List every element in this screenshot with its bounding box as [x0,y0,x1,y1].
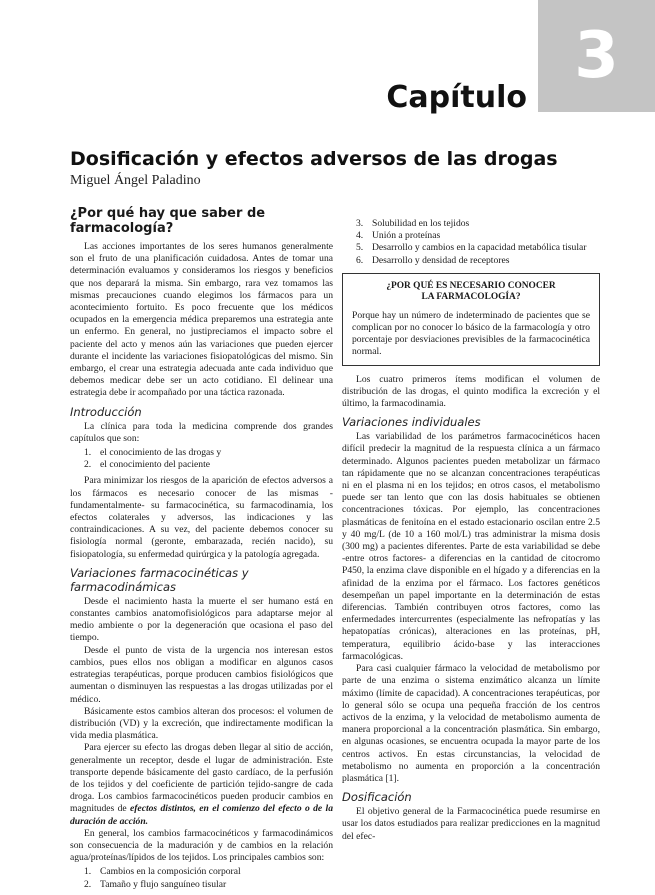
section-heading-variations: Variaciones farmacocinéticas y farmacodinámicas [70,565,249,594]
intro-list [70,447,333,471]
list-item: 6. Desarrollo y densidad de receptores [356,254,510,266]
list-item: 2. Tamaño y flujo sanguíneo tisular [84,878,227,890]
paragraph: Las variabilidad de los parámetros farmacocinéticos hacen difícil predecir la magnitud de la respuesta clínica a un fármaco determinado. Algunos pacientes pueden metabolizar un fármaco tan rápidamente que no se alcanzan concentraciones terapéuticas ni en el plasma ni en los tejidos; en otros casos, el metabolismo puede ser tan lento que con las dosis habituales se obtienen concentraciones tóxicas. Por ejemplo, las concentraciones plasmáticas de fenitoína en el estado estacionario oscilan entre 2.5 y 40 mg/L (de 10 a 160 mol/L) tras administrar la misma dosis (300 mg) a pacientes diferentes. Parte de esta variabilidad se debe -entre otros factores- a diferencias en la cantidad de citocromo P450, la enzima clave disponible en el hígado y a diferencias en la afinidad de la enzima por el fármaco. Los factores genéticos desempeñan un papel importante en la determinación de estas diferencias. También contribuyen otros factores, como las enfermedades intercurrentes (especialmente las nefropatías y las hepatopatías crónicas), alteraciones en las proteínas, pH, temperatura, equilibrio ácido-base y las interacciones farmacológicas. [342,431,600,662]
paragraph: Básicamente estos cambios alteran dos procesos: el volumen de distribución (VD) y la excreción, que indirectamente modifican la vida media plasmática. [70,705,333,742]
section-heading-dosing: Dosificación [342,790,412,805]
author: Miguel Ángel Paladino [70,173,201,188]
changes-list [70,866,333,890]
section-heading-individual: Variaciones individuales [342,415,481,430]
changes-list-continued [342,218,600,267]
paragraph: Para casi cualquier fármaco la velocidad de metabolismo por parte de una enzima o sistema enzimático alcanza un límite máximo (límite de capacidad). A concentraciones terapéuticas, por lo general sólo se ocupa una pequeña fracción de los centros activos de la enzima, y la velocidad de metabolismo aumenta de manera proporcional a la concentración plasmática. Sin embargo, en algunas ocasiones, se encuentra ocupada la mayor parte de los centros activos. En estas circunstancias, la velocidad de metabolismo no aumenta en proporción a la concentración plasmática [1]. [342,663,600,784]
paragraph: Desde el punto de vista de la urgencia nos interesan estos cambios, pues ellos nos obligan a modificar en algunos casos estrategias terapéuticas, porque producen cambios fisiológicos que aumentan o disminuyen las respuestas a las drogas utilizadas por el médico. [70,644,333,705]
list-item: 5. Desarrollo y cambios en la capacidad metabólica tisular [356,242,587,254]
paragraph: Para ejercer su efecto las drogas deben llegar al sitio de acción, generalmente un receptor, desde el lugar de administración. Este transporte depende básicamente del gasto cardíaco, de la perfusión de los tejidos y del coeficiente de partición tejido-sangre de cada droga. Los cambios farmacocinéticos pueden producir cambios en magnitudes de efectos distintos, en el comienzo del efecto o de la duración de acción. [70,742,333,827]
right-column [342,206,600,843]
callout-box [342,273,600,366]
list-item: 4. Unión a proteínas [356,230,441,242]
section-heading-why: ¿Por qué hay que saber de farmacología? [70,206,266,236]
list-item: 3. Solubilidad en los tejidos [356,218,470,229]
paragraph: Los cuatro primeros ítems modifican el volumen de distribución de las drogas, el quinto modifica la excreción y el último, la farmacodinamia. [342,373,600,410]
paragraph: Desde el nacimiento hasta la muerte el ser humano está en constantes cambios anatomofisiológicos para adaptarse mejor al medio ambiente o por la degeneración que ocasiona el paso del tiempo. [70,595,333,644]
section-heading-intro: Introducción [70,404,142,419]
paragraph: La clínica para toda la medicina comprende dos grandes capítulos que son: [70,420,333,444]
callout-title: ¿POR QUÉ ES NECESARIO CONOCER LA FARMACOLOGÍA? [386,280,556,303]
list-item: 2. el conocimiento del paciente [84,459,211,471]
paragraph: El objetivo general de la Farmacocinética puede resumirse en usar los datos estudiados para realizar predicciones en la magnitud del efec- [342,806,600,842]
paragraph: En general, los cambios farmacocinéticos y farmacodinámicos son consecuencia de la maduración y de cambios en la relación agua/proteínas/lípidos de los tejidos. Los principales cambios son: [70,827,333,864]
callout-text: Porque hay un número de indeterminado de pacientes que se complican por no conocer lo básico de la farmacología y otro porcentaje por desviaciones previsibles de la farmacocinética normal. [352,309,590,358]
list-item: 1. Cambios en la composición corporal [84,866,241,878]
emphasis-text: efectos distintos, en el comienzo del efecto o de la duración de acción. [70,803,333,827]
page-title: Dosificación y efectos adversos de las drogas [70,148,558,170]
left-column [70,206,333,895]
chapter-label: Capítulo [386,80,527,115]
paragraph: Para minimizar los riesgos de la aparición de efectos adversos a los fármacos es necesario conocer de las mismas -fundamentalmente- su farmacocinética, su farmacodinamia, los efectos colaterales y adversos, las indicaciones y las contraindicaciones. A su vez, del paciente debemos conocer su fisiología normal (geronte, embarazada, recién nacido), su fisiopatología, su enfermedad quirúrgica y la patología agregada. [70,475,333,560]
chapter-number: 3 [574,19,619,93]
list-item: 1. el conocimiento de las drogas y [84,447,222,459]
paragraph: Las acciones importantes de los seres humanos generalmente son el fruto de una planificación cuidadosa. Antes de tomar una determinación evaluamos y consideramos los riesgos y beneficios que nos deparará la misma. Sin embargo, rara vez tomamos las mismas precauciones cuando elegimos los fármacos para un acontecimiento fortuito. Es poco frecuente que los médicos ocupados en la emergencia médica preparemos una estrategia ante un enfermo. En general, no justipreciamos el impacto sobre el paciente del acto y menos aún las variaciones que pueden ejercer durante el incidente las variaciones fisiopatológicas del mismo. Sin embargo, el crear una estrategia adecuada ante cada individuo que debemos medicar debe ser un acto cotidiano. El delinear una estrategia debe ir acompañado por una táctica razonada. [70,241,333,399]
